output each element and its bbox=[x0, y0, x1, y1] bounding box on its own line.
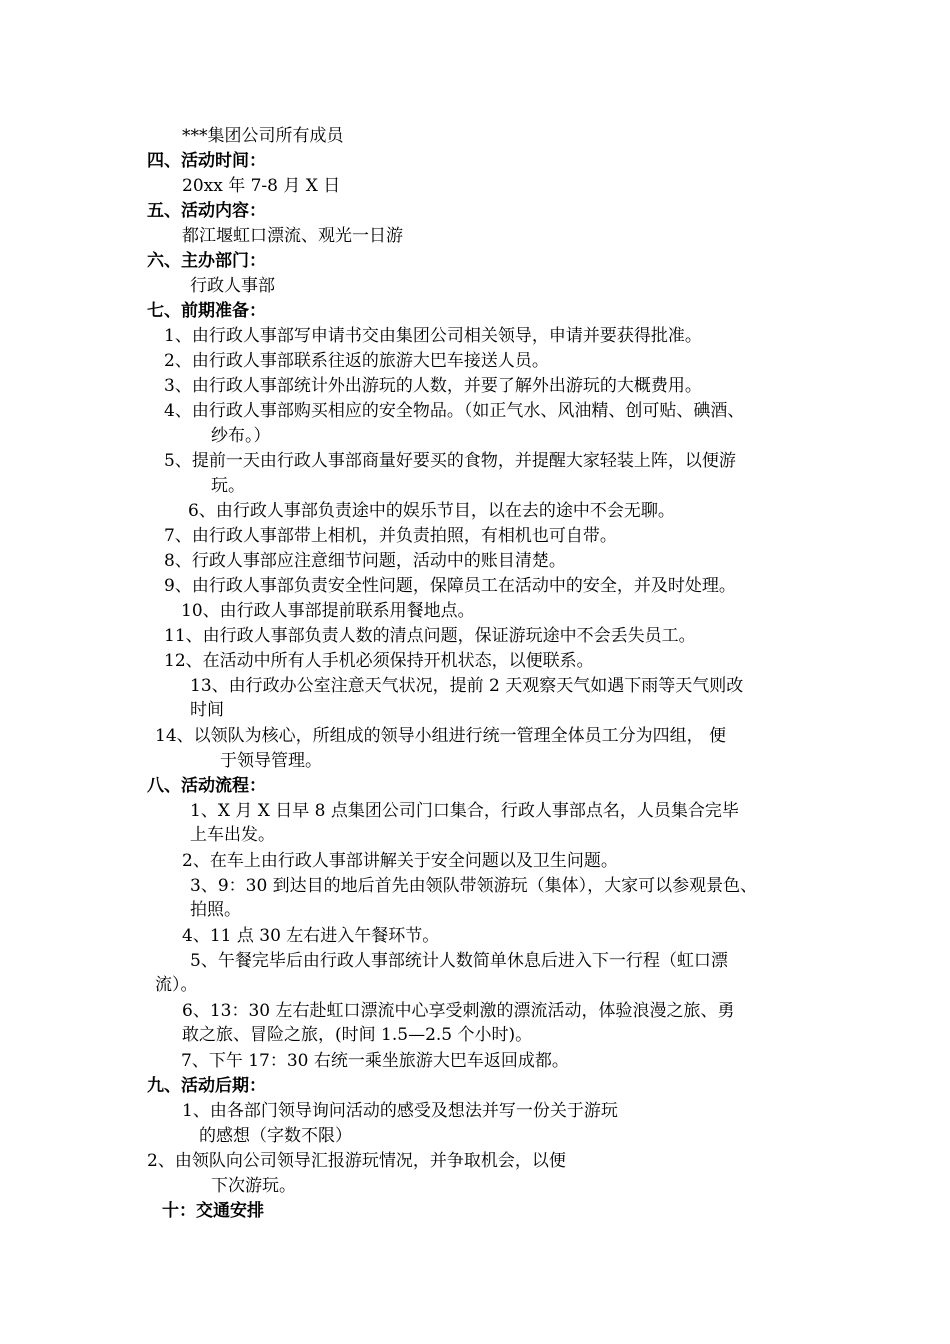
prep-item-continued: 纱布。） bbox=[211, 426, 271, 446]
prep-item: 7、由行政人事部带上相机，并负责拍照，有相机也可自带。 bbox=[164, 526, 617, 546]
section-heading-time: 四、活动时间： bbox=[147, 151, 266, 171]
flow-item-continued: 拍照。 bbox=[190, 900, 241, 920]
flow-item: 6、13：30 左右赴虹口漂流中心享受刺激的漂流活动，体验浪漫之旅、勇 bbox=[182, 1001, 735, 1021]
prep-item: 8、行政人事部应注意细节问题，活动中的账目清楚。 bbox=[164, 551, 566, 571]
prep-item: 13、由行政办公室注意天气状况，提前 2 天观察天气如遇下雨等天气则改 bbox=[190, 676, 744, 696]
activity-content: 都江堰虹口漂流、观光一日游 bbox=[182, 226, 403, 246]
prep-item: 9、由行政人事部负责安全性问题，保障员工在活动中的安全，并及时处理。 bbox=[164, 576, 736, 596]
section-heading-organizer: 六、主办部门： bbox=[147, 251, 266, 271]
activity-time: 20xx 年 7-8 月 X 日 bbox=[182, 176, 341, 196]
flow-item-continued: 流）。 bbox=[155, 975, 198, 995]
flow-item: 1、X 月 X 日早 8 点集团公司门口集合，行政人事部点名，人员集合完毕 bbox=[190, 801, 739, 821]
flow-item: 5、午餐完毕后由行政人事部统计人数简单休息后进入下一行程（虹口漂 bbox=[190, 951, 728, 971]
organizer-department: 行政人事部 bbox=[190, 276, 275, 296]
prep-item: 4、由行政人事部购买相应的安全物品。（如正气水、风油精、创可贴、碘酒、 bbox=[164, 401, 745, 421]
prep-item: 5、提前一天由行政人事部商量好要买的食物，并提醒大家轻装上阵，以便游 bbox=[164, 451, 736, 471]
prep-item: 3、由行政人事部统计外出游玩的人数，并要了解外出游玩的大概费用。 bbox=[164, 376, 702, 396]
section-heading-transport: 十：交通安排 bbox=[162, 1201, 264, 1221]
section-heading-content: 五、活动内容： bbox=[147, 201, 266, 221]
prep-item: 1、由行政人事部写申请书交由集团公司相关领导，申请并要获得批准。 bbox=[164, 326, 702, 346]
flow-item-continued: 敢之旅、冒险之旅，(时间 1.5—2.5 个小时)。 bbox=[182, 1025, 533, 1045]
participants-line: ***集团公司所有成员 bbox=[182, 126, 344, 146]
prep-item: 10、由行政人事部提前联系用餐地点。 bbox=[181, 601, 475, 621]
section-heading-process: 八、活动流程： bbox=[147, 776, 266, 796]
prep-item: 12、在活动中所有人手机必须保持开机状态，以便联系。 bbox=[164, 651, 594, 671]
flow-item: 3、9：30 到达目的地后首先由领队带领游玩（集体），大家可以参观景色、 bbox=[190, 876, 758, 896]
followup-item-continued: 的感想（字数不限） bbox=[199, 1126, 352, 1146]
prep-item-continued: 时间 bbox=[190, 700, 224, 720]
followup-item-continued: 下次游玩。 bbox=[211, 1176, 296, 1196]
prep-item: 2、由行政人事部联系往返的旅游大巴车接送人员。 bbox=[164, 351, 549, 371]
section-heading-followup: 九、活动后期： bbox=[147, 1076, 266, 1096]
flow-item: 7、下午 17：30 右统一乘坐旅游大巴车返回成都。 bbox=[181, 1051, 569, 1071]
prep-item-continued: 玩。 bbox=[211, 476, 245, 496]
flow-item: 2、在车上由行政人事部讲解关于安全问题以及卫生问题。 bbox=[182, 851, 618, 871]
flow-item-continued: 上车出发。 bbox=[190, 825, 275, 845]
flow-item: 4、11 点 30 左右进入午餐环节。 bbox=[182, 926, 440, 946]
prep-item: 14、以领队为核心，所组成的领导小组进行统一管理全体员工分为四组， 便 bbox=[155, 726, 727, 746]
prep-item-continued: 于领导管理。 bbox=[220, 751, 322, 771]
followup-item: 2、由领队向公司领导汇报游玩情况，并争取机会，以便 bbox=[147, 1151, 566, 1171]
section-heading-preparation: 七、前期准备： bbox=[147, 301, 266, 321]
prep-item: 11、由行政人事部负责人数的清点问题，保证游玩途中不会丢失员工。 bbox=[164, 626, 696, 646]
prep-item: 6、由行政人事部负责途中的娱乐节目，以在去的途中不会无聊。 bbox=[188, 501, 675, 521]
followup-item: 1、由各部门领导询问活动的感受及想法并写一份关于游玩 bbox=[182, 1101, 618, 1121]
